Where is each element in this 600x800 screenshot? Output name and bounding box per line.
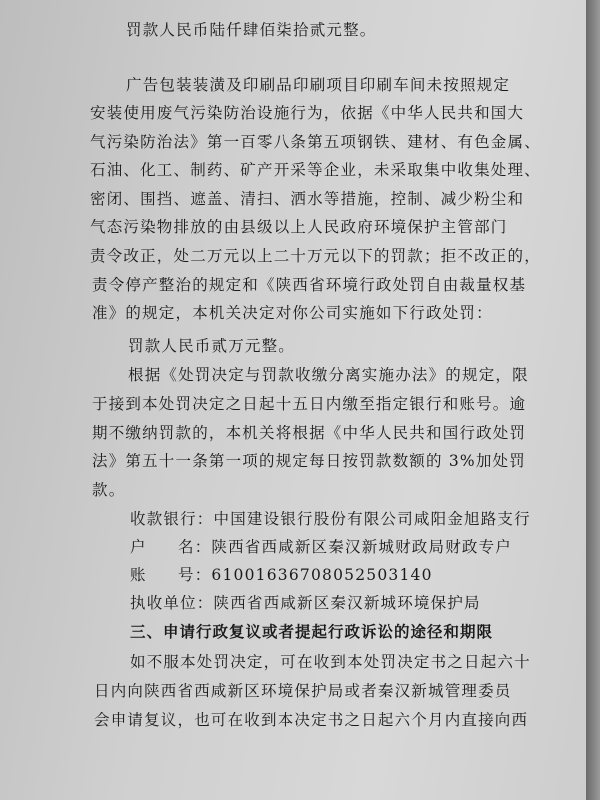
- executor-row: [130, 593, 481, 613]
- text-line: 会申请复议，也可在收到本决定书之日起六个月内直接向西: [94, 711, 529, 729]
- executor-label: 执收单位：: [130, 594, 214, 612]
- text-line: 款。: [92, 481, 126, 499]
- text-line: 责令改正，处二万元以上二十万元以下的罚款；拒不改正的，: [90, 247, 541, 265]
- text-line: 广告包装装潢及印刷品印刷项目印刷车间未按照规定: [126, 76, 511, 94]
- text-line: 期不缴纳罚款的，本机关将根据《中华人民共和国行政处罚: [92, 424, 527, 442]
- section-heading: 三、申请行政复议或者提起行政诉讼的途径和期限: [130, 623, 494, 641]
- account-no-label-2: 号：: [178, 566, 212, 584]
- account-name-row: [130, 537, 512, 557]
- text-line: 罚款人民币贰万元整。: [128, 337, 296, 355]
- executor-value: 陕西省西咸新区秦汉新城环境保护局: [213, 594, 481, 612]
- bank-row: [130, 509, 531, 529]
- account-name-value: 陕西省西咸新区秦汉新城财政局财政专户: [211, 538, 513, 556]
- account-no-label-1: 账: [130, 566, 147, 584]
- account-number-row: [130, 565, 433, 585]
- account-name-label-2: 名：: [178, 538, 212, 556]
- text-line: 法》第五十一条第一项的规定每日按罚款数额的 3%加处罚: [92, 452, 526, 470]
- page-edge-shadow: [586, 0, 600, 800]
- bank-value: 中国建设银行股份有限公司咸阳金旭路支行: [213, 510, 531, 528]
- text-line: 石油、化工、制药、矿产开采等企业，未采取集中收集处理、: [90, 161, 541, 179]
- account-name-label-1: 户: [130, 538, 147, 556]
- text-line: 责令停产整治的规定和《陕西省环境行政处罚自由裁量权基: [92, 276, 527, 294]
- text-line: 根据《处罚决定与罚款收缴分离实施办法》的规定，限: [128, 366, 529, 384]
- text-line: 气污染防治法》第一百零八条第五项钢铁、建材、有色金属、: [90, 133, 541, 151]
- account-no-value: 61001636708052503140: [211, 566, 433, 584]
- text-line: 于接到本处罚决定之日起十五日内缴至指定银行和账号。逾: [92, 395, 527, 413]
- text-line: 安装使用废气污染防治设施行为，依据《中华人民共和国大: [90, 104, 525, 122]
- text-line: 密闭、围挡、遮盖、清扫、洒水等措施，控制、减少粉尘和: [90, 190, 525, 208]
- text-line: 罚款人民币陆仟肆佰柒拾贰元整。: [126, 21, 377, 39]
- bank-label: 收款银行：: [130, 510, 214, 528]
- text-line: 如不服本处罚决定，可在收到本处罚决定书之日起六十: [130, 653, 531, 671]
- text-line: 气态污染物排放的由县级以上人民政府环境保护主管部门: [90, 218, 508, 236]
- text-line: 日内向陕西省西咸新区环境保护局或者秦汉新城管理委员: [94, 682, 512, 700]
- text-line: 准》的规定，本机关决定对你公司实施如下行政处罚：: [92, 304, 493, 322]
